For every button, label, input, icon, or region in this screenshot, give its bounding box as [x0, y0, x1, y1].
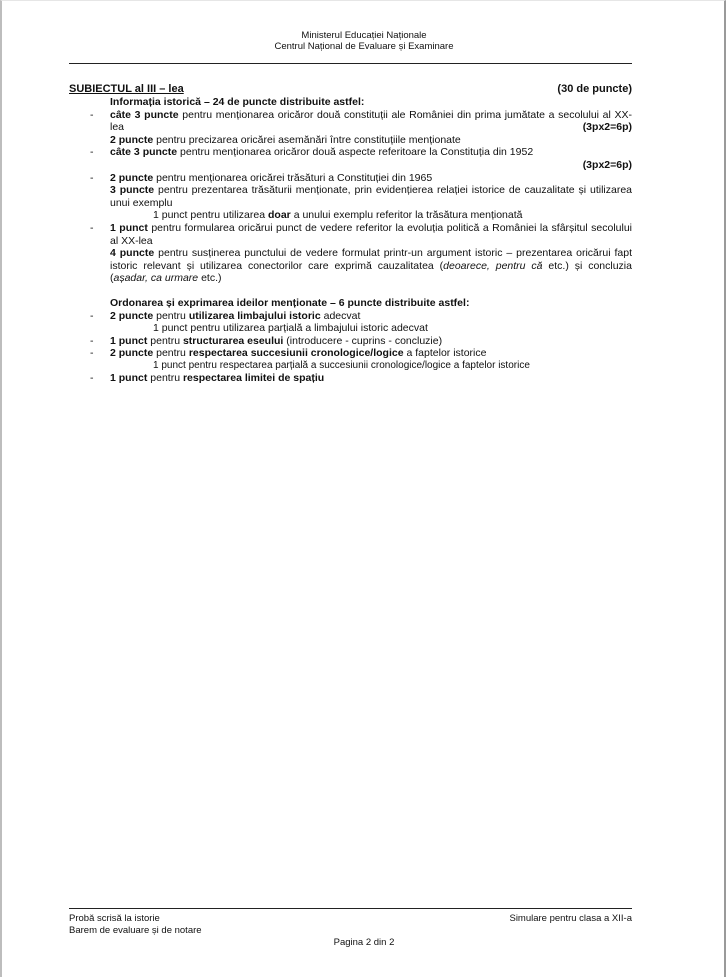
item-text: pentru menționarea oricărei trăsături a Constituției din 1965 — [156, 171, 433, 184]
list-item — [69, 347, 632, 360]
item-text: pentru — [156, 347, 186, 360]
points-label: 1 punct — [110, 372, 148, 385]
connector-examples: deoarece, pentru că — [443, 259, 543, 272]
item-text: pentru precizarea oricărei asemănări între constituțiile menționate — [156, 133, 461, 146]
dash-bullet: - — [90, 309, 94, 322]
sub-item: 1 punct pentru respectarea parțială a succesiunii cronologice/logice a faptelor istorice — [153, 359, 530, 371]
list-item — [69, 310, 632, 323]
list-item — [69, 184, 632, 209]
footer-left — [69, 913, 202, 936]
criterion-label: respectarea succesiunii cronologice/logice — [188, 347, 404, 360]
item-text: pentru menționarea oricăror două aspecte referitoare la Constituția din 1952 — [180, 146, 534, 159]
section2-heading: Ordonarea și exprimarea ideilor menționate – 6 puncte distribuite astfel: — [110, 296, 470, 309]
points-label: 1 punct — [110, 221, 148, 234]
item-text: pentru menționarea oricăror două constituții ale României din prima jumătate a secolului al XX-lea — [110, 108, 633, 134]
grading-content — [69, 96, 632, 385]
page-number: Pagina 2 din 2 — [333, 937, 395, 948]
item-text: pentru — [150, 334, 181, 347]
dash-bullet: - — [90, 171, 94, 184]
item-text: pentru prezentarea trăsăturii menționate, prin evidențierea relației istorice de cauzalitate și utilizarea unui exemplu — [110, 184, 632, 209]
points-label: 2 puncte — [110, 347, 154, 360]
item-text: pentru — [150, 372, 181, 385]
list-item — [69, 172, 632, 185]
points-label: 4 puncte — [110, 247, 155, 260]
sub-item — [69, 209, 632, 222]
sub-item-text: 1 punct pentru utilizarea — [153, 209, 266, 222]
item-text: etc.) și concluzia ( — [110, 259, 632, 285]
list-item — [69, 222, 632, 247]
score-note: (3px2=6p) — [582, 158, 632, 171]
score-note: (3px2=6p) — [582, 121, 632, 134]
list-item — [69, 109, 632, 134]
points-label: 3 puncte — [110, 184, 155, 197]
list-item — [69, 134, 632, 147]
center-name: Centrul Național de Evaluare și Examinare — [274, 41, 454, 52]
dash-bullet: - — [90, 334, 94, 347]
conclusion-examples: așadar, ca urmare — [113, 272, 199, 285]
dash-bullet: - — [90, 146, 94, 159]
exam-name: Probă scrisă la istorie — [69, 913, 160, 924]
item-text: adecvat — [323, 309, 361, 322]
points-label: 2 puncte — [110, 133, 154, 146]
list-item — [69, 247, 632, 285]
subject-row — [69, 83, 632, 95]
footer-right: Simulare pentru clasa a XII-a — [509, 913, 632, 924]
dash-bullet: - — [90, 221, 94, 234]
dash-bullet: - — [90, 347, 94, 360]
item-text: etc.) — [201, 272, 222, 285]
points-label: câte 3 puncte — [110, 146, 178, 159]
criterion-label: respectarea limitei de spațiu — [182, 372, 325, 385]
list-item — [69, 335, 632, 348]
dash-bullet: - — [90, 108, 94, 121]
sub-item: 1 punct pentru utilizarea parțială a limbajului istoric adecvat — [153, 322, 428, 335]
document-header — [0, 30, 728, 52]
sub-item-emphasis: doar — [268, 209, 291, 222]
item-text: pentru formularea oricărui punct de vedere referitor la evoluția politică a României la sfârșitul secolului al XX-lea — [110, 221, 633, 247]
item-text: pentru susținerea punctului de vedere formulat printr-un argument istoric – prezentarea oricărui fapt istoric relevant și utilizarea conectorilor care exprimă cauzalitatea ( — [110, 247, 632, 272]
subject-title: SUBIECTUL al III – lea — [69, 83, 184, 95]
item-text: (introducere - cuprins - concluzie) — [286, 334, 443, 347]
footer-rule — [69, 908, 632, 909]
sub-item-text: a unului exemplu referitor la trăsătura menționată — [293, 209, 523, 222]
subject-points: (30 de puncte) — [557, 83, 632, 95]
section1-heading: Informația istorică – 24 de puncte distribuite astfel: — [110, 96, 365, 108]
item-text: pentru — [156, 309, 186, 322]
points-label: câte 3 puncte — [110, 108, 179, 121]
points-label: 2 puncte — [110, 309, 154, 322]
dash-bullet: - — [90, 372, 94, 385]
list-item — [69, 372, 632, 385]
header-rule — [69, 63, 632, 64]
criterion-label: utilizarea limbajului istoric — [188, 309, 321, 322]
points-label: 2 puncte — [110, 171, 154, 184]
criterion-label: structurarea eseului — [182, 334, 284, 347]
ministry-name: Ministerul Educației Naționale — [301, 30, 427, 41]
document-type: Barem de evaluare și de notare — [69, 924, 202, 936]
points-label: 1 punct — [110, 334, 148, 347]
item-text: a faptelor istorice — [406, 347, 487, 360]
list-item — [69, 146, 632, 159]
